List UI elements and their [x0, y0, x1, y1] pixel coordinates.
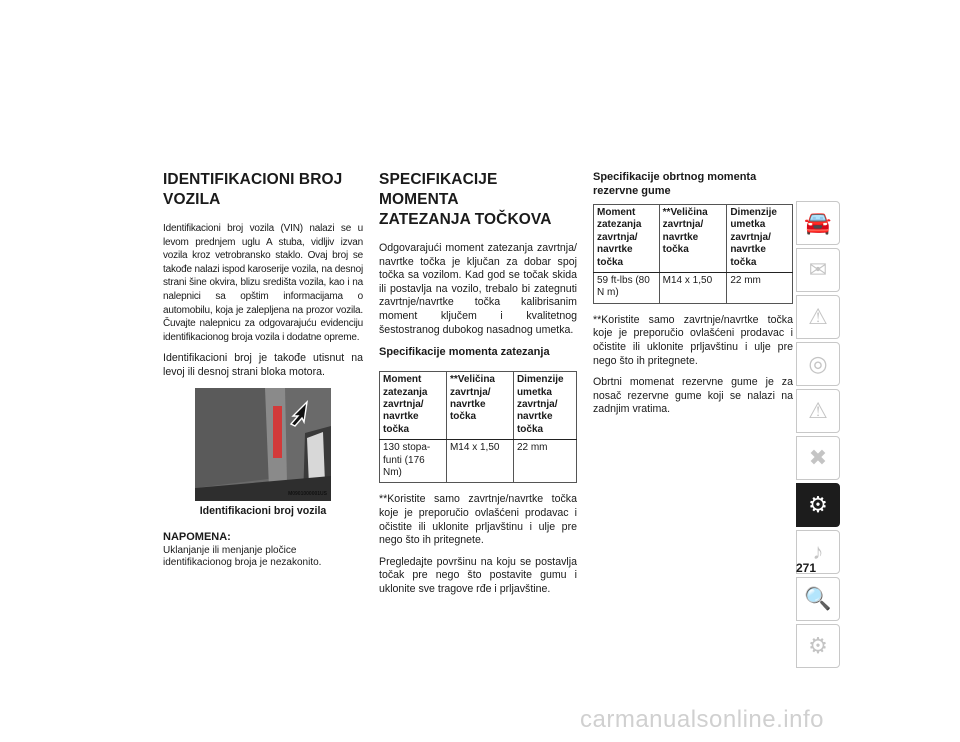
chapter-tabs	[796, 201, 842, 671]
table-cell: M14 x 1,50	[659, 273, 727, 304]
language-icon: ⚙	[808, 633, 828, 658]
tab-emergency[interactable]	[796, 389, 840, 433]
table-cell: 22 mm	[727, 273, 793, 304]
table-cell: 59 ft-lbs (80 N m)	[594, 273, 660, 304]
spare-paragraph-1: **Koristite samo zavrtnje/navrtke točka koje je preporučio ovlašćeni prodavac i očistite ili uklonite prljavštinu i ulje pre nego što ih pritegnete.	[593, 313, 793, 367]
table-cell: 22 mm	[513, 440, 576, 483]
table-cell: 130 stopa-funti (176 Nm)	[380, 440, 447, 483]
torque-paragraph-2: **Koristite samo zavrtnje/navrtke točka koje je preporučio ovlašćeni prodavac i očistite ili uklonite prljavštinu i ulje pre nego što ih pritegnete.	[379, 493, 577, 547]
tab-car-info[interactable]	[796, 201, 840, 245]
note-body: Uklanjanje ili menjanje pločice identifikacionog broja je nezakonito.	[163, 544, 322, 569]
table-cell: M14 x 1,50	[446, 440, 513, 483]
column-wheel-torque	[379, 166, 577, 605]
figure-caption: Identifikacioni broj vozila	[199, 504, 327, 517]
torque-paragraph-1: Odgovarajući moment zatezanja zavrtnja/ navrtke točka je ključan za dobar spoj točka sa vozilom. Kad god se točak skida ili postavlja na vozilo, trebalo bi zategnuti zavrtnje/navrtke točka kalibrisanim moment ključem i kvalitetnog šestostranog dubokog nasadnog umetka.	[379, 242, 577, 336]
page-number: 271	[796, 561, 817, 575]
vin-paragraph-1: Identifikacioni broj vozila (VIN) nalazi se u levom prednjem uglu A stuba, vidljiv izvan vozila kroz vetrobransko staklo. Ovaj broj se takođe nalazi ispod karoserije vozila, na desnoj strani šine okvira, blizu središta vozila, kao i na nalepnici sa opštim informacijama o automobilu, koja je zalepljena na prozor vozila. Čuvajte nalepnicu za odgovarajuću evidenciju identifikacionog broja vozila i dodatne opreme.	[163, 223, 363, 343]
vin-figure	[195, 388, 331, 501]
column-vin	[163, 166, 363, 570]
spare-spec-table	[593, 204, 793, 304]
figure-code: M0901000001US	[288, 490, 327, 497]
vin-location-illustration	[195, 388, 331, 501]
technical-specs-icon: ⚙	[808, 492, 828, 517]
watermark: carmanualsonline.info	[580, 706, 824, 733]
table-header-cell: **Veličina zavrtnja/ navrtke točka	[659, 205, 727, 273]
vin-paragraph-2: Identifikacioni broj je takođe utisnut na levoj ili desnoj strani bloka motora.	[163, 352, 363, 378]
column-spare-tire	[593, 170, 793, 425]
tab-technical-specs[interactable]	[796, 483, 840, 527]
table-header-row	[380, 372, 577, 440]
tab-index[interactable]	[796, 577, 840, 621]
table-header-cell: **Veličina zavrtnja/ navrtke točka	[446, 372, 513, 440]
vin-plate-highlight	[273, 406, 282, 458]
torque-spec-table	[379, 371, 577, 483]
table-header-cell: Moment zatezanja zavrtnja/ navrtke točka	[380, 372, 447, 440]
title-line-2: ZATEZANJA TOČKOVA	[379, 211, 552, 228]
table-header-row	[594, 205, 793, 273]
tab-safety[interactable]	[796, 295, 840, 339]
table-row	[380, 440, 577, 483]
note-title: NAPOMENA:	[163, 530, 231, 543]
section-title-torque	[379, 170, 577, 230]
multimedia-icon: ♪	[812, 539, 824, 564]
torque-paragraph-3: Pregledajte površinu na koju se postavlja točak pre nego što postavite gumu i uklonite sve tragove rđe i prljavštine.	[379, 555, 577, 595]
spare-paragraph-2: Obrtni momenat rezervne gume je za nosač rezervne gume koji se nalazi na zadnjim vratima.	[593, 376, 793, 416]
airbag-safety-icon: ⚠	[808, 304, 828, 329]
title-line-1: IDENTIFIKACIONI BROJ	[163, 171, 343, 188]
spare-subheading: Specifikacije obrtnog momenta rezervne gume	[593, 171, 757, 197]
service-tools-icon: ✖	[808, 445, 828, 470]
section-title-vin	[163, 170, 363, 210]
dashboard-message-icon: ✉	[808, 257, 828, 282]
emergency-car-icon: ⚠	[808, 398, 828, 423]
tab-service[interactable]	[796, 436, 840, 480]
table-row	[594, 273, 793, 304]
title-line-1: SPECIFIKACIJE MOMENTA	[379, 171, 498, 208]
steering-wheel-icon: ◎	[808, 351, 828, 376]
car-info-icon: 🚘	[804, 210, 832, 235]
table-header-cell: Moment zatezanja zavrtnja/ navrtke točka	[594, 205, 660, 273]
tab-language[interactable]	[796, 624, 840, 668]
tab-dashboard[interactable]	[796, 248, 840, 292]
table-header-cell: Dimenzije umetka zavrtnja/ navrtke točka	[727, 205, 793, 273]
table-header-cell: Dimenzije umetka zavrtnja/ navrtke točka	[513, 372, 576, 440]
index-search-icon: 🔍	[804, 586, 832, 611]
tab-driving[interactable]	[796, 342, 840, 386]
title-line-2: VOZILA	[163, 191, 221, 208]
torque-subheading: Specifikacije momenta zatezanja	[379, 346, 550, 359]
